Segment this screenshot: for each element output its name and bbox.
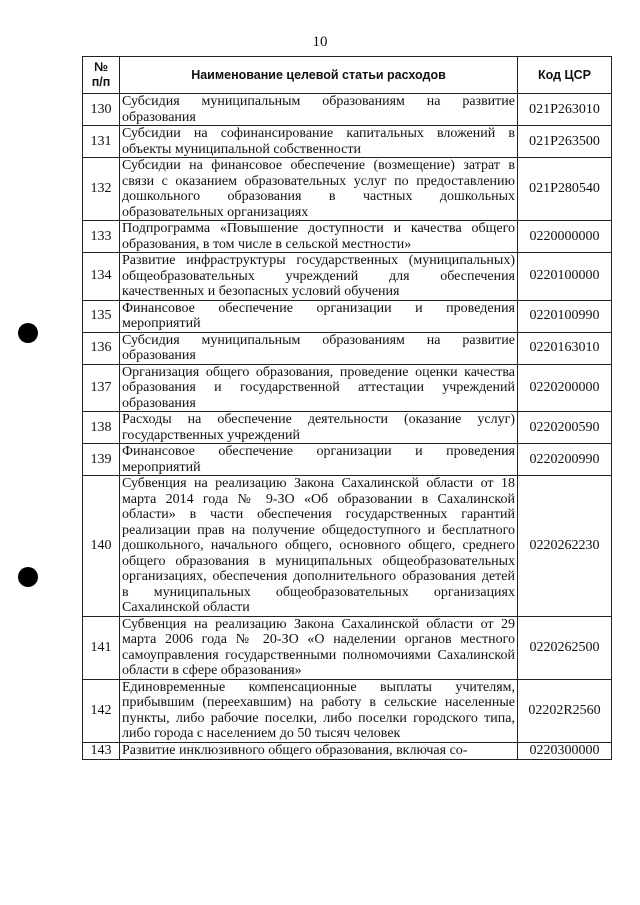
csr-code-cell: 0220100000 (518, 253, 612, 301)
expense-name-cell: Субсидия муниципальным образованиям на развитие образования (120, 94, 518, 126)
table-row (83, 412, 612, 444)
expense-name-cell: Расходы на обеспечение деятельности (оказание услуг) государственных учреждений (120, 412, 518, 444)
row-number-cell: 138 (83, 412, 120, 444)
expense-name-cell: Финансовое обеспечение организации и проведения мероприятий (120, 444, 518, 476)
csr-code-cell: 0220000000 (518, 221, 612, 253)
row-number-cell: 137 (83, 364, 120, 412)
table-row (83, 300, 612, 332)
punch-hole-mark (18, 567, 38, 587)
row-number-cell: 136 (83, 332, 120, 364)
table-row (83, 364, 612, 412)
table-row (83, 332, 612, 364)
table-row (83, 126, 612, 158)
table-row (83, 616, 612, 679)
csr-code-cell: 021P280540 (518, 158, 612, 221)
csr-code-cell: 02202R2560 (518, 679, 612, 742)
expense-name-cell: Субсидия муниципальным образованиям на развитие образования (120, 332, 518, 364)
expense-name-cell: Субвенция на реализацию Закона Сахалинской области от 29 марта 2006 года № 20-ЗО «О наделении органов местного самоуправления государственными полномочиями Сахалинской области в сфере образования» (120, 616, 518, 679)
budget-items-table (82, 56, 612, 760)
punch-hole-mark (18, 323, 38, 343)
table-row (83, 158, 612, 221)
header-row-number: № п/п (83, 57, 120, 94)
csr-code-cell: 0220200990 (518, 444, 612, 476)
page-number: 10 (312, 34, 328, 50)
row-number-cell: 143 (83, 742, 120, 759)
row-number-cell: 133 (83, 221, 120, 253)
row-number-cell: 140 (83, 476, 120, 617)
row-number-cell: 139 (83, 444, 120, 476)
csr-code-cell: 0220300000 (518, 742, 612, 759)
csr-code-cell: 021P263500 (518, 126, 612, 158)
csr-code-cell: 021P263010 (518, 94, 612, 126)
csr-code-cell: 0220200000 (518, 364, 612, 412)
row-number-cell: 142 (83, 679, 120, 742)
row-number-cell: 135 (83, 300, 120, 332)
table-row (83, 679, 612, 742)
expense-name-cell: Финансовое обеспечение организации и проведения мероприятий (120, 300, 518, 332)
csr-code-cell: 0220163010 (518, 332, 612, 364)
table-header-row (83, 57, 612, 94)
table-row (83, 221, 612, 253)
row-number-cell: 130 (83, 94, 120, 126)
csr-code-cell: 0220262500 (518, 616, 612, 679)
expense-name-cell: Организация общего образования, проведение оценки качества образования и государственной аттестации учреждений образования (120, 364, 518, 412)
csr-code-cell: 0220100990 (518, 300, 612, 332)
expense-name-cell: Развитие инклюзивного общего образования, включая со- (120, 742, 518, 759)
expense-name-cell: Развитие инфраструктуры государственных (муниципальных) общеобразовательных учреждений для обеспечения качественных и безопасных условий обучения (120, 253, 518, 301)
expense-name-cell: Субсидии на софинансирование капитальных вложений в объекты муниципальной собственности (120, 126, 518, 158)
row-number-cell: 134 (83, 253, 120, 301)
expense-name-cell: Субсидии на финансовое обеспечение (возмещение) затрат в связи с оказанием образовательных услуг по предоставлению дошкольного образования в частных дошкольных образовательных организациях (120, 158, 518, 221)
expense-name-cell: Субвенция на реализацию Закона Сахалинской области от 18 марта 2014 года № 9-ЗО «Об образовании в Сахалинской области» в части обеспечения государственных гарантий реализации прав на получение общедоступного и бесплатного дошкольного, начального общего, основного общего, среднего общего образования в муниципальных общеобразовательных организациях, обеспечения дополнительного образования детей в муниципальных общеобразовательных организациях Сахалинской области (120, 476, 518, 617)
table-row (83, 742, 612, 759)
table-row (83, 444, 612, 476)
csr-code-cell: 0220262230 (518, 476, 612, 617)
header-expense-name: Наименование целевой статьи расходов (120, 57, 518, 94)
table-row (83, 253, 612, 301)
expense-name-cell: Единовременные компенсационные выплаты учителям, прибывшим (переехавшим) на работу в сельские населенные пункты, либо рабочие поселки, либо поселки городского типа, либо города с населением до 50 тысяч человек (120, 679, 518, 742)
row-number-cell: 132 (83, 158, 120, 221)
csr-code-cell: 0220200590 (518, 412, 612, 444)
table-row (83, 94, 612, 126)
expense-name-cell: Подпрограмма «Повышение доступности и качества общего образования, в том числе в сельской местности» (120, 221, 518, 253)
row-number-cell: 141 (83, 616, 120, 679)
header-csr-code: Код ЦСР (518, 57, 612, 94)
table-row (83, 476, 612, 617)
row-number-cell: 131 (83, 126, 120, 158)
